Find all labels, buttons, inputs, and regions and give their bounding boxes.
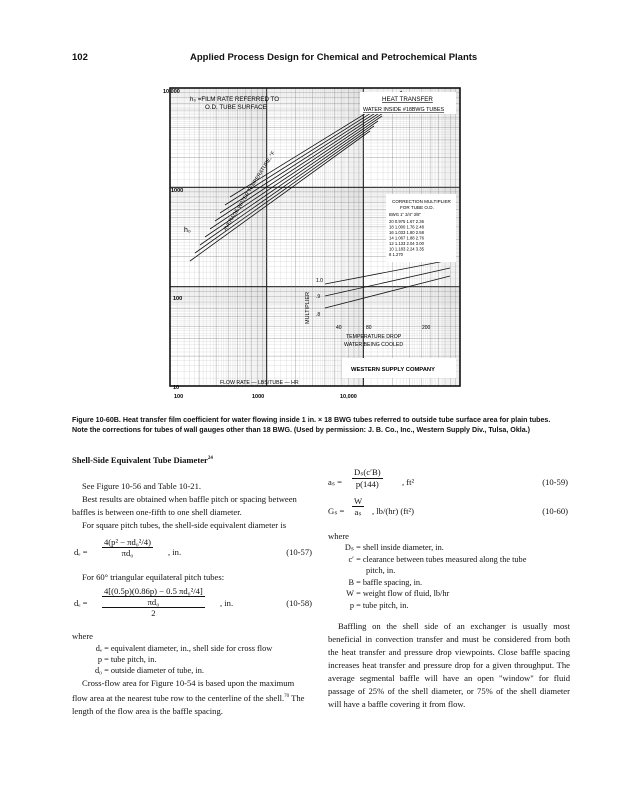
m-tick-09: .9 bbox=[316, 294, 321, 300]
caption-line-1: Figure 10-60B. Heat transfer film coefficient for water flowing inside 1 in. × 18 BWG tubes referred to outside tube surface area for plain tubes. bbox=[72, 416, 551, 424]
left-p4: For 60° triangular equilateral pitch tubes: bbox=[82, 572, 225, 582]
temp-drop-label-1: TEMPERATURE DROP bbox=[346, 334, 402, 340]
y-tick-10: 10 bbox=[173, 385, 180, 391]
right-p1: Baffling on the shell side of an exchanger is usually most beneficial in convection transfer and must be considered from both the heat transfer and pressure drop viewpoints. Close baffle spacing increases heat transfer and pressure drop for a given throughput. The average segmental baffle will have an open "window" for fluid passage of 25% of the shell diameter, or 75% of the shell diameter will have a baffle covering it from flow. bbox=[328, 621, 570, 709]
correction-row: 12 1.133 2.04 3.00 bbox=[389, 241, 424, 246]
correction-row: 18 1.000 1.76 2.48 bbox=[389, 224, 424, 230]
left-p4-wrap bbox=[72, 571, 312, 584]
heat-transfer-title: HEAT TRANSFER bbox=[382, 96, 433, 103]
definition-item: dₑ = equivalent diameter, in., shell side for cross flow bbox=[95, 644, 273, 653]
definition-item: p = tube pitch, in. bbox=[97, 655, 157, 664]
equation-10-59: aₛ = $\frac{\text{Dₛ(c′B)}}{p(144)}$ , ft² (10-59) bbox=[328, 467, 568, 489]
equation-number: (10-60) bbox=[542, 506, 568, 516]
left-intro bbox=[72, 480, 312, 532]
equation-number: (10-59) bbox=[542, 477, 568, 487]
correction-title-2: FOR TUBE O.D. bbox=[400, 205, 434, 210]
left-p5-wrap bbox=[72, 677, 312, 718]
t-tick-40: 40 bbox=[336, 325, 342, 331]
definition-item: p = tube pitch, in. bbox=[349, 600, 409, 610]
correction-row: 8 1.270 bbox=[389, 252, 403, 257]
multiplier-label: MULTIPLIER bbox=[305, 292, 311, 324]
right-definitions bbox=[340, 542, 570, 611]
equation-10-57: dₑ = $\frac{\text{4(p² − πd₀²/4)}}{\text{πd₀}}$ , in. (10-57) bbox=[74, 537, 312, 558]
figure-caption bbox=[72, 415, 562, 435]
equation-number: (10-57) bbox=[286, 547, 312, 557]
equation-10-60: Gₛ = $\frac{W}{\text{aₛ}}$ , lb/(hr) (ft²) (10-60) bbox=[328, 496, 568, 517]
correction-row: 20 0.975 1.67 2.36 bbox=[389, 219, 424, 224]
x-tick-10000: 10,000 bbox=[340, 394, 357, 400]
y-tick-1000: 1000 bbox=[171, 188, 184, 194]
m-tick-08: .8 bbox=[316, 312, 321, 318]
left-definitions bbox=[90, 643, 320, 676]
avg-temp-label: AVERAGE WATER TEMPERATURE, °F bbox=[222, 150, 277, 233]
t-tick-80: 80 bbox=[366, 325, 372, 331]
heat-transfer-sub: WATER INSIDE #18BWG TUBES bbox=[363, 107, 445, 113]
correction-row: 10 1.183 2.24 3.35 bbox=[389, 246, 424, 252]
running-title: Applied Process Design for Chemical and Petrochemical Plants bbox=[190, 52, 478, 63]
left-p3: For square pitch tubes, the shell-side equivalent diameter is bbox=[82, 520, 287, 530]
flow-rate-label: FLOW RATE — LBS/TUBE — HR bbox=[220, 380, 299, 386]
temp-drop-label-2: WATER BEING COOLED bbox=[344, 342, 404, 348]
right-where: where bbox=[328, 531, 349, 541]
company-name: WESTERN SUPPLY COMPANY bbox=[351, 367, 435, 373]
y-tick-100: 100 bbox=[173, 296, 183, 302]
temperature-curve bbox=[190, 131, 370, 261]
right-p1-wrap bbox=[328, 620, 570, 711]
definition-item: pitch, in. bbox=[366, 566, 396, 575]
x-tick-100: 100 bbox=[174, 394, 184, 400]
definition-item: c′ = clearance between tubes measured along the tube bbox=[348, 554, 527, 564]
t-tick-200: 200 bbox=[422, 325, 431, 331]
left-p5: Cross-flow area for Figure 10-54 is based upon the maximum flow area at the nearest tube row to the centerline of the shell.$^{70}$ The length of the flow area is the baffle spacing. bbox=[72, 678, 305, 716]
ho-label-1: h₀ =FILM RATE REFERRED TO bbox=[190, 96, 280, 103]
definition-item: d₀ = outside diameter of tube, in. bbox=[94, 666, 204, 675]
correction-row: 14 1.067 1.88 2.76 bbox=[389, 235, 424, 241]
correction-head: BWG 1" 3/4" 3/8" bbox=[389, 212, 421, 217]
equation-number: (10-58) bbox=[286, 598, 312, 608]
section-heading: Shell-Side Equivalent Tube Diameter$^{24}$ bbox=[72, 454, 213, 465]
ho-axis-label: h₀ bbox=[184, 227, 191, 234]
definition-item: B = baffle spacing, in. bbox=[348, 577, 423, 587]
x-tick-1000: 1000 bbox=[252, 394, 265, 400]
equation-10-58: dₑ = 4[(0.5p)(0.86p) − 0.5 πd₀²/4] πd₀ 2 , in. (10-58) bbox=[74, 586, 312, 618]
heat-transfer-chart bbox=[160, 86, 468, 404]
ho-label-2: O.D. TUBE SURFACE bbox=[205, 104, 267, 111]
page-header bbox=[72, 52, 558, 66]
definition-item: Dₛ = shell inside diameter, in. bbox=[344, 543, 444, 552]
left-column bbox=[72, 452, 312, 467]
page-number: 102 bbox=[72, 52, 88, 63]
m-tick-10: 1.0 bbox=[316, 278, 323, 284]
correction-title-1: CORRECTION MULTIPLIER bbox=[392, 199, 451, 204]
definition-item: W = weight flow of fluid, lb/hr bbox=[346, 589, 450, 598]
caption-line-2: Note the corrections for tubes of wall gauges other than 18 BWG. (Used by permission: J. B. Co., Inc., Western Supply Div., Tulsa, Okla.) bbox=[72, 426, 531, 434]
left-p1: See Figure 10-56 and Table 10-21. bbox=[82, 481, 202, 491]
left-where: where bbox=[72, 631, 93, 641]
correction-row: 16 1.033 1.80 2.58 bbox=[389, 230, 424, 235]
left-p2: Best results are obtained when baffle pitch or spacing between baffles is between one-fifth to one shell diameter. bbox=[72, 494, 297, 517]
y-tick-10000: 10,000 bbox=[163, 89, 180, 95]
